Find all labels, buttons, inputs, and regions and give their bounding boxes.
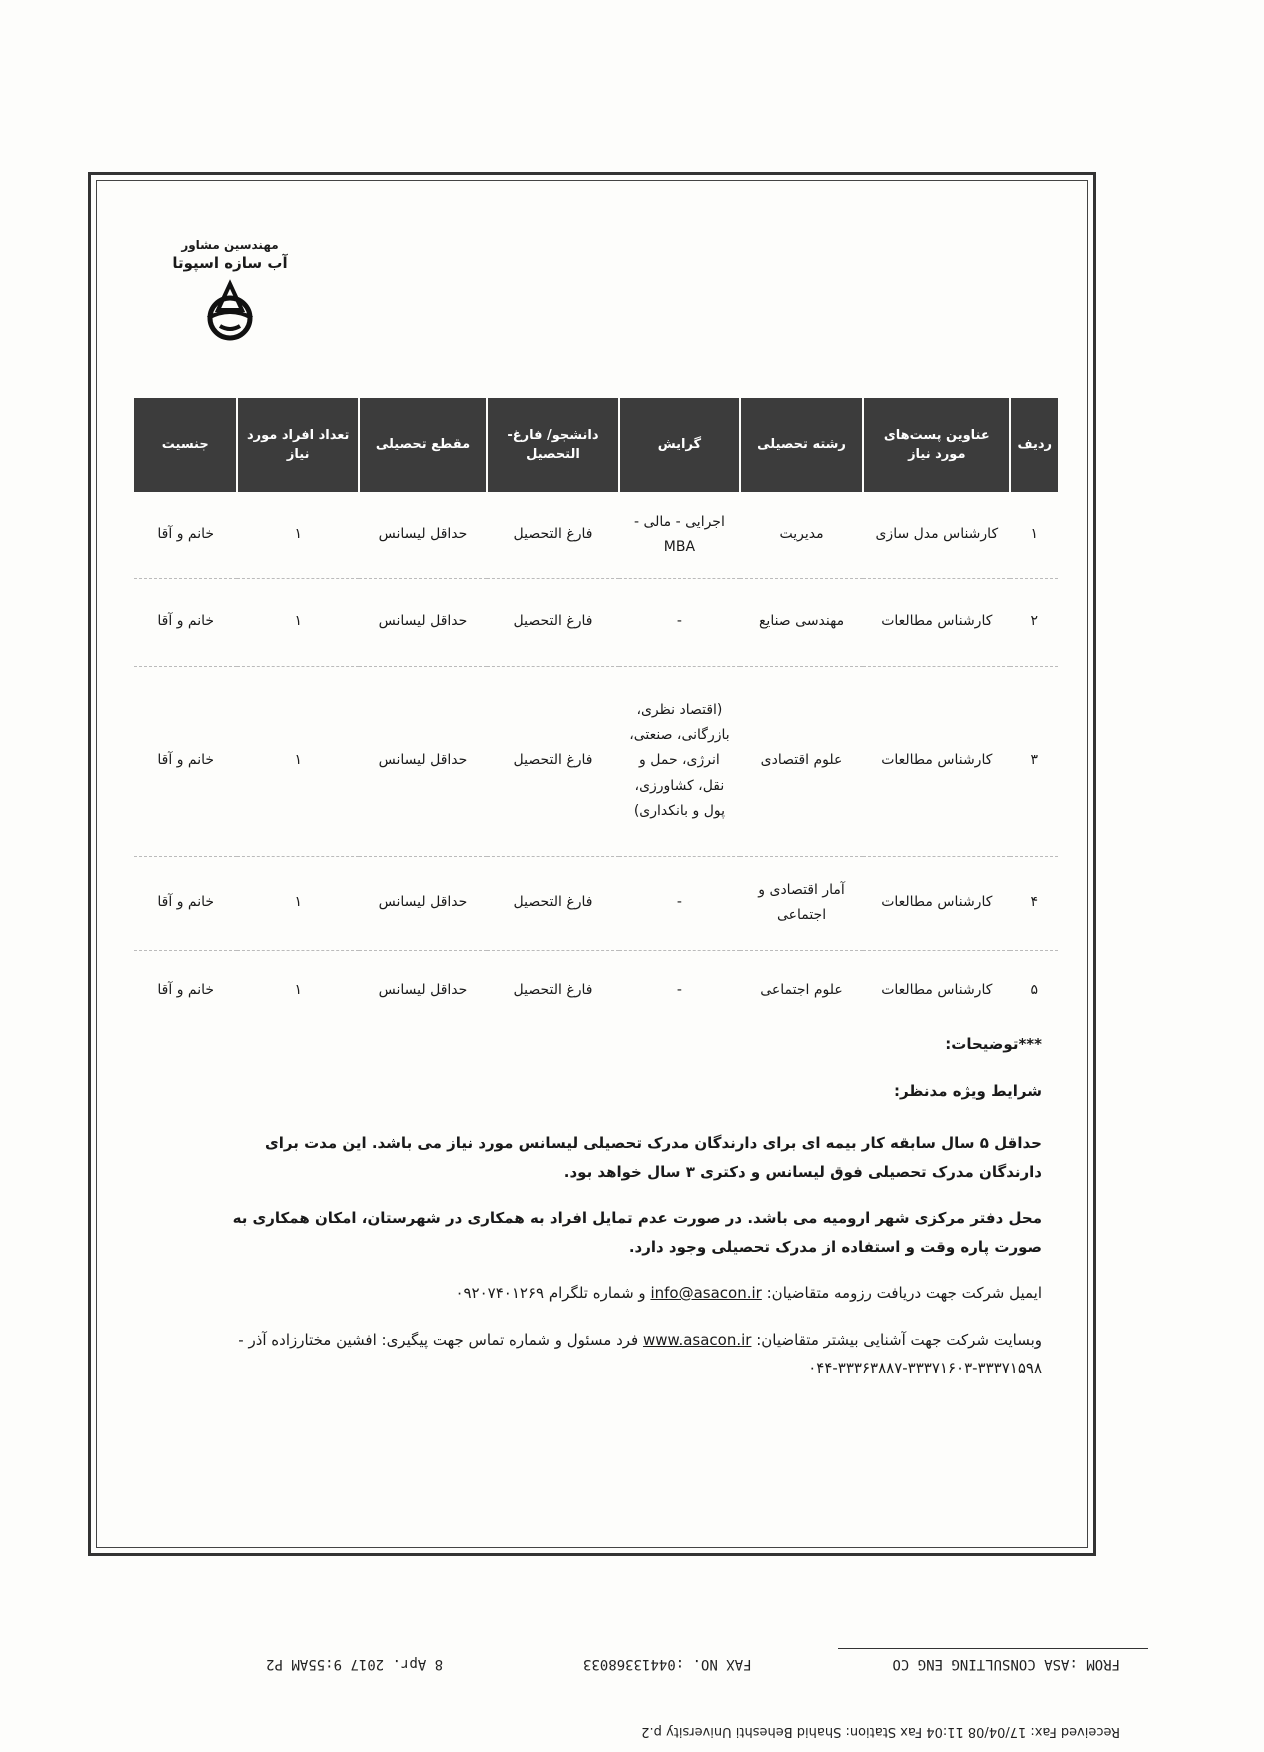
office-location-note: محل دفتر مرکزی شهر ارومیه می باشد. در صورت عدم تمایل افراد به همکاری در شهرستان، امکان همکاری به صورت پاره وقت و استفاده از مدرک تحصیلی وجود دارد.: [232, 1209, 1042, 1256]
notes-subheading: شرایط ویژه مدنظر:: [893, 1081, 1042, 1100]
header-title: عناوین پست‌های مورد نیاز: [863, 398, 1010, 492]
header-count: تعداد افراد مورد نیاز: [237, 398, 358, 492]
website-line: [200, 1326, 1042, 1383]
cell-gender: خانم و آقا: [134, 578, 237, 666]
cell-title: کارشناس مطالعات: [863, 856, 1010, 950]
table-row: [134, 856, 1058, 950]
fax-header-rule: [838, 1648, 1148, 1649]
cell-level: حداقل لیسانس: [359, 666, 487, 856]
cell-grad: فارغ التحصیل: [487, 856, 619, 950]
cell-num: ۲: [1010, 578, 1058, 666]
experience-requirement: حداقل ۵ سال سابقه کار بیمه ای برای دارندگان مدرک تحصیلی لیسانس مورد نیاز می باشد. این مدت برای دارندگان مدرک تحصیلی فوق لیسانس و دکتری ۳ سال خواهد بود.: [265, 1134, 1042, 1181]
company-logo: [160, 238, 300, 342]
cell-level: حداقل لیسانس: [359, 578, 487, 666]
logo-emblem-icon: [198, 278, 262, 342]
cell-level: حداقل لیسانس: [359, 492, 487, 578]
cell-grad: فارغ التحصیل: [487, 578, 619, 666]
table-row: [134, 492, 1058, 578]
fax-number: FAX NO. :04413368033: [582, 1656, 752, 1672]
cell-count: ۱: [237, 666, 358, 856]
notes-heading: ***توضیحات:: [945, 1035, 1042, 1053]
cell-title: کارشناس مطالعات: [881, 981, 993, 998]
cell-field: علوم اقتصادی: [740, 666, 863, 856]
cell-count: ۱: [237, 856, 358, 950]
cell-title: کارشناس مطالعات: [863, 666, 1010, 856]
cell-spec: -: [619, 856, 740, 950]
header-grad: دانشجو/ فارغ-التحصیل: [487, 398, 619, 492]
cell-field: علوم اجتماعی: [760, 981, 843, 998]
website-prefix: وبسایت شرکت جهت آشنایی بیشتر متقاضیان:: [756, 1330, 1042, 1349]
table-row: [134, 666, 1058, 856]
cell-gender: خانم و آقا: [134, 492, 237, 578]
header-gender: جنسیت: [134, 398, 237, 492]
header-field: رشته تحصیلی: [740, 398, 863, 492]
email-suffix: و شماره تلگرام ۰۹۲۰۷۴۰۱۲۶۹: [455, 1284, 646, 1302]
fax-transmission-header: [160, 1656, 1120, 1672]
job-positions-table: [134, 398, 1058, 1030]
cell-field: مهندسی صنایع: [740, 578, 863, 666]
table-header-row: [134, 398, 1058, 492]
cell-grad: فارغ التحصیل: [487, 666, 619, 856]
cell-spec: -: [619, 578, 740, 666]
logo-title: آب سازه اسپوتا: [172, 254, 288, 272]
header-num: ردیف: [1010, 398, 1058, 492]
cell-spec: (اقتصاد نظری، بازرگانی، صنعتی، انرژی، حمل و نقل، کشاورزی، پول و بانکداری): [619, 666, 740, 856]
fax-received-footer: [160, 1724, 1120, 1739]
cell-count: ۱: [294, 981, 302, 998]
cell-level: حداقل لیسانس: [378, 981, 468, 998]
cell-grad: فارغ التحصیل: [513, 981, 593, 998]
table-row: [134, 578, 1058, 666]
contact-info: فرد مسئول و شماره تماس جهت پیگیری: افشین مختارزاده آذر - ۳۳۳۷۱۵۹۸-۳۳۳۷۱۶۰۳-۳۳۳۶۳۸۸۷-۰۴۴: [238, 1330, 1042, 1377]
header-level: مقطع تحصیلی: [359, 398, 487, 492]
cell-count: ۱: [237, 578, 358, 666]
cell-num: ۳: [1010, 666, 1058, 856]
notes-section: [200, 1030, 1042, 1401]
cell-field: مدیریت: [740, 492, 863, 578]
fax-received: Received Fax: 17/04/08 11:04 Fax Station: Shahid Beheshti University p.2: [641, 1724, 1120, 1739]
cell-field: آمار اقتصادی و اجتماعی: [740, 856, 863, 950]
table-row: [134, 950, 1058, 1030]
cell-gender: خانم و آقا: [157, 981, 215, 998]
logo-subtitle: مهندسین مشاور: [181, 238, 279, 252]
cell-title: کارشناس مطالعات: [863, 578, 1010, 666]
cell-num: ۴: [1010, 856, 1058, 950]
cell-spec: اجرایی - مالی - MBA: [619, 492, 740, 578]
cell-level: حداقل لیسانس: [359, 856, 487, 950]
cell-num: ۵: [1030, 981, 1038, 998]
cell-num: ۱: [1010, 492, 1058, 578]
cell-spec: -: [676, 981, 682, 998]
cell-grad: فارغ التحصیل: [487, 492, 619, 578]
website-link[interactable]: www.asacon.ir: [643, 1330, 752, 1349]
fax-date: 8 Apr. 2017 9:55AM P2: [266, 1656, 444, 1672]
fax-from: FROM :ASA CONSULTING ENG CO: [892, 1656, 1120, 1672]
email-prefix: ایمیل شرکت جهت دریافت رزومه متقاضیان:: [766, 1284, 1042, 1302]
cell-title: کارشناس مدل سازی: [863, 492, 1010, 578]
email-line: [200, 1279, 1042, 1308]
cell-count: ۱: [237, 492, 358, 578]
header-spec: گرایش: [619, 398, 740, 492]
email-link[interactable]: info@asacon.ir: [650, 1284, 762, 1302]
cell-gender: خانم و آقا: [134, 856, 237, 950]
cell-gender: خانم و آقا: [134, 666, 237, 856]
